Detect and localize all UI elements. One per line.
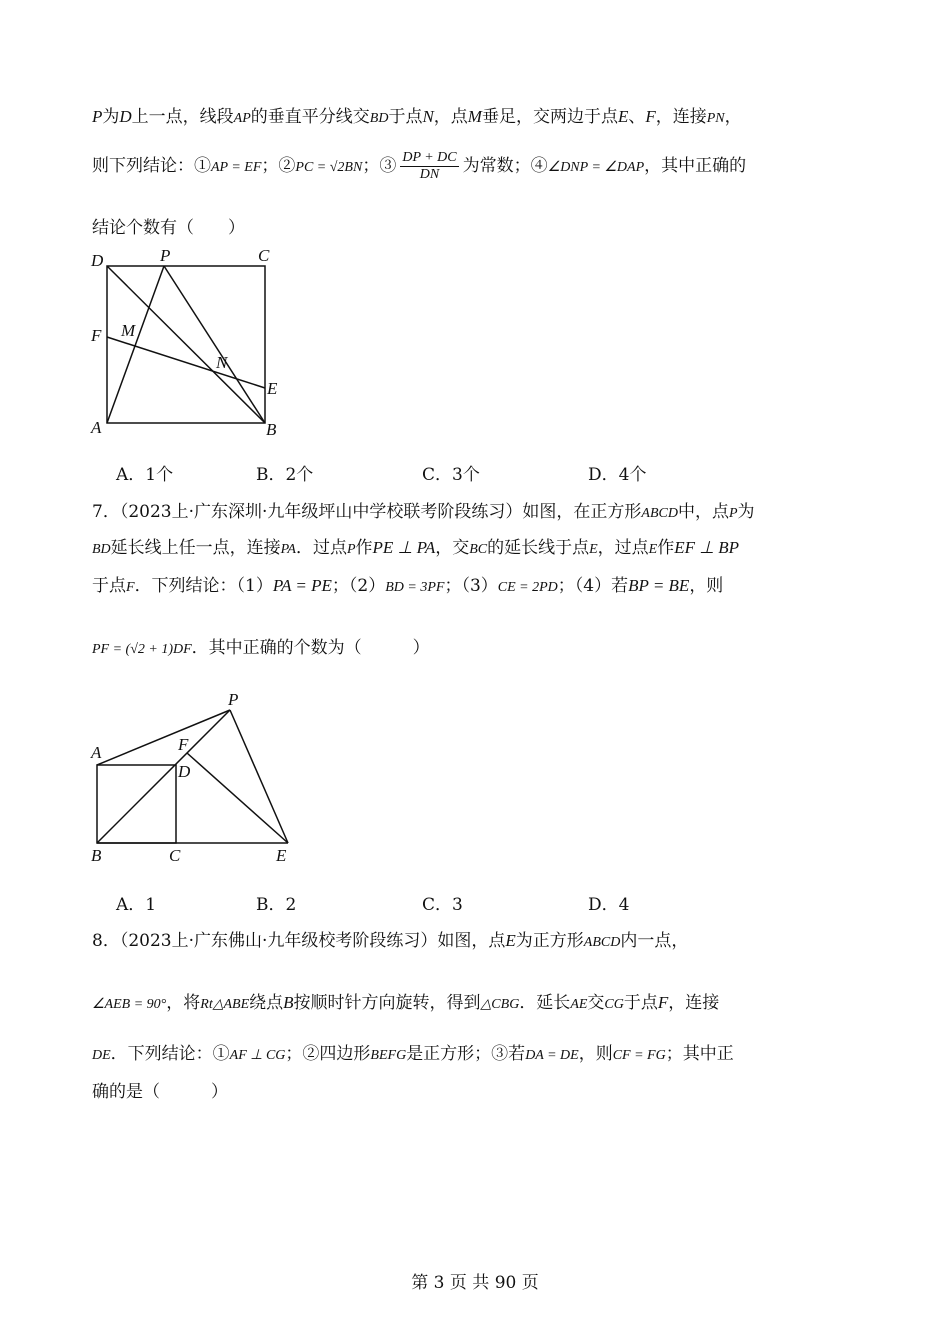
q7-label-D: D — [178, 762, 191, 781]
q7-line-3: 于点F．下列结论：（1）PA = PE；（2）BD = 3PF；（3）CE = 2PD；（4）若BP = BE，则 — [92, 576, 724, 596]
q6-label-D: D — [91, 251, 104, 270]
q6-line-3: 结论个数有（ ） — [92, 218, 245, 238]
q7-label-F: F — [178, 735, 189, 754]
q6-label-B: B — [266, 420, 277, 439]
q7-figure — [85, 685, 300, 870]
q6-option-c[interactable]: C．3个 — [422, 465, 480, 485]
q6-option-b[interactable]: B．2个 — [256, 465, 314, 485]
page-footer: 第 3 页 共 90 页 — [411, 1273, 539, 1293]
q6-label-P: P — [160, 246, 171, 265]
q6-label-C: C — [258, 246, 270, 265]
q6-line-1: P为D上一点，线段AP的垂直平分线交BD于点N，点M垂足，交两边于点E、F，连接PN， — [92, 107, 742, 127]
q7-label-P: P — [228, 690, 239, 709]
q6-label-M: M — [121, 321, 136, 340]
q7-label-A: A — [91, 743, 102, 762]
q6-label-A: A — [91, 418, 102, 437]
q8-line-2: ∠AEB = 90°，将Rt△ABE绕点B按顺时针方向旋转，得到△CBG．延长AE交CG于点F，连接 — [92, 993, 720, 1013]
q8-line-4: 确的是（ ） — [92, 1082, 228, 1102]
q7-option-d[interactable]: D．4 — [588, 895, 630, 915]
q7-label-B: B — [91, 846, 102, 865]
q6-label-E: E — [267, 379, 278, 398]
q7-line-1: 7．（2023上·广东深圳·九年级坪山中学校联考阶段练习）如图，在正方形ABCD中，点P为 — [92, 502, 755, 522]
q6-fraction: $\frac{DP + DC}{DN}$ — [402, 150, 457, 182]
q7-option-b[interactable]: B．2 — [256, 895, 297, 915]
q6-line-2: 则下列结论：①AP = EF；②PC = √2BN；③ $\frac{DP + DC}{DN}$ 为常数；④∠DNP = ∠DAP，其中正确的 — [92, 150, 747, 182]
q7-line-2: BD延长线上任一点，连接PA．过点P作PE ⊥ PA，交BC的延长线于点E，过点E作EF ⊥ BP — [92, 538, 740, 558]
q7-option-a[interactable]: A．1 — [116, 895, 157, 915]
q6-option-a[interactable]: A．1个 — [116, 465, 174, 485]
q7-line-4: PF = (√2 + 1)DF．其中正确的个数为（ ） — [92, 638, 430, 658]
q7-option-c[interactable]: C．3 — [422, 895, 463, 915]
q6-option-d[interactable]: D．4个 — [588, 465, 647, 485]
q6-label-N: N — [216, 353, 228, 372]
q7-label-C: C — [169, 846, 181, 865]
q8-line-3: DE．下列结论：①AF ⊥ CG；②四边形BEFG是正方形；③若DA = DE，则CF = FG；其中正 — [92, 1044, 734, 1064]
q6-figure — [85, 242, 290, 442]
q6-label-F: F — [91, 326, 102, 345]
q7-label-E: E — [276, 846, 287, 865]
q8-line-1: 8．（2023上·广东佛山·九年级校考阶段练习）如图，点E为正方形ABCD内一点， — [92, 931, 689, 951]
